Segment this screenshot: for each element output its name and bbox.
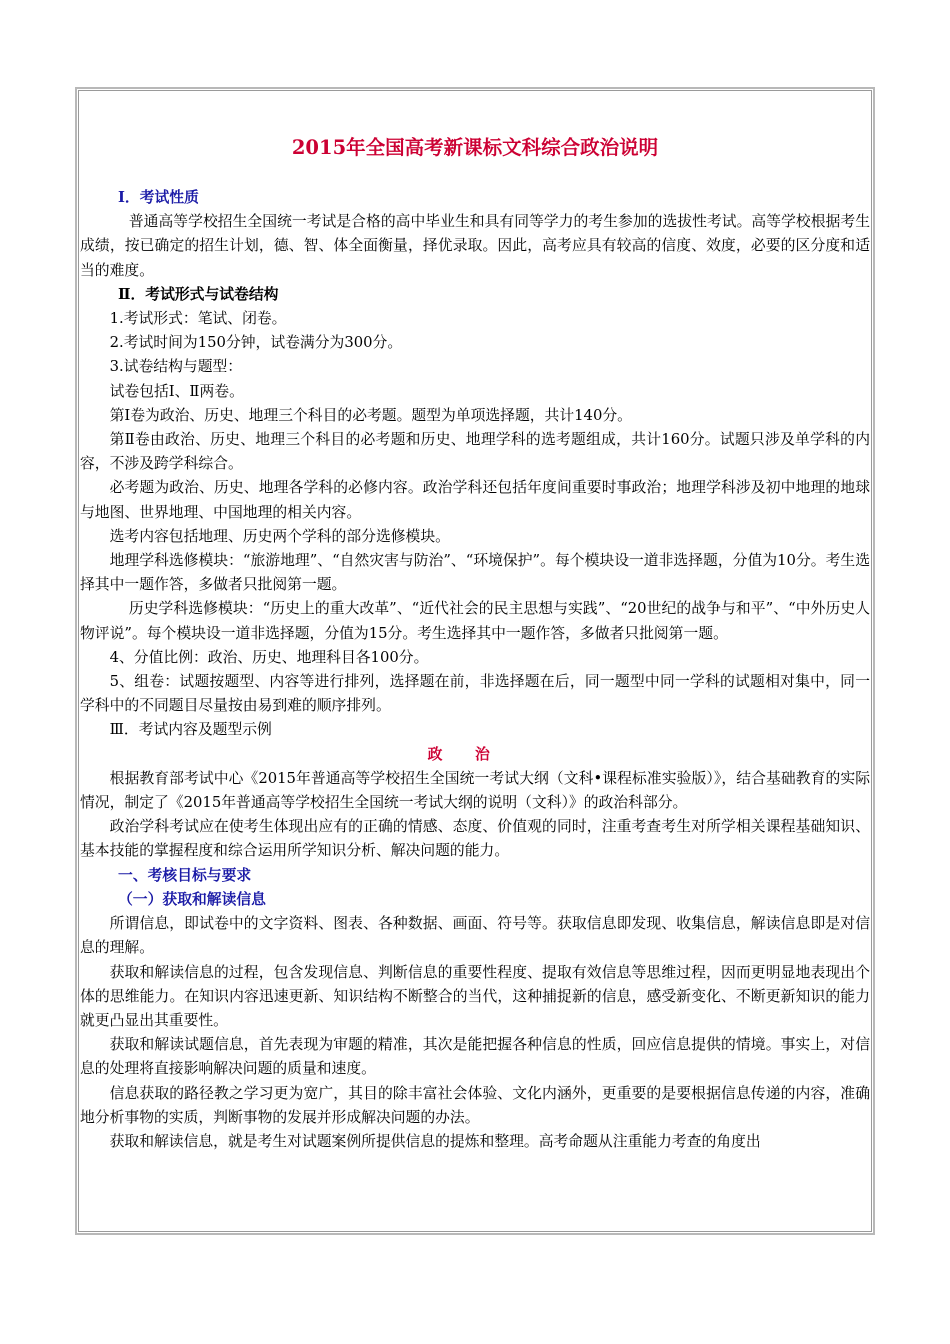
paragraph: 获取和解读试题信息，首先表现为审题的精准，其次是能把握各种信息的性质，回应信息提供的情境。事实上，对信息的处理将直接影响解决问题的质量和速度。 xyxy=(80,1036,870,1078)
paragraph: 3.试卷结构与题型： xyxy=(109,358,243,376)
paragraph: 第Ⅱ卷由政治、历史、地理三个科目的必考题和历史、地理学科的选考题组成，共计160分。试题只涉及单学科的内容，不涉及跨学科综合。 xyxy=(80,431,870,473)
paragraph: 第Ⅰ卷为政治、历史、地理三个科目的必考题。题型为单项选择题，共计140分。 xyxy=(109,406,632,424)
paragraph: 2.考试时间为150分钟，试卷满分为300分。 xyxy=(109,334,403,352)
paragraph: 必考题为政治、历史、地理各学科的必修内容。政治学科还包括年度间重要时事政治；地理学科涉及初中地理的地球与地图、世界地理、中国地理的相关内容。 xyxy=(80,479,870,521)
paragraph: 5、组卷：试题按题型、内容等进行排列，选择题在前，非选择题在后，同一题型中同一学科的试题相对集中，同一学科中的不同题目尽量按由易到难的顺序排列。 xyxy=(80,673,870,715)
paragraph: 普通高等学校招生全国统一考试是合格的高中毕业生和具有同等学力的考生参加的选拔性考试。高等学校根据考生成绩，按已确定的招生计划，德、智、体全面衡量，择优录取。因此，高考应具有较高的信度、效度，必要的区分度和适当的难度。 xyxy=(80,213,870,279)
paragraph: 地理学科选修模块：“旅游地理”、“自然灾害与防治”、“环境保护”。每个模块设一道非选择题，分值为10分。考生选择其中一题作答，多做者只批阅第一题。 xyxy=(80,552,870,594)
document-body xyxy=(80,136,870,1232)
subsection-heading: （一）获取和解读信息 xyxy=(118,890,266,908)
section-heading-2: Ⅱ．考试形式与试卷结构 xyxy=(118,285,279,303)
paragraph: 获取和解读信息的过程，包含发现信息、判断信息的重要性程度、提取有效信息等思维过程，因而更明显地表现出个体的思维能力。在知识内容迅速更新、知识结构不断整合的当代，这种捕捉新的信息，感受新变化、不断更新知识的能力就更凸显出其重要性。 xyxy=(80,963,870,1029)
paragraph: 1.考试形式：笔试、闭卷。 xyxy=(109,310,287,328)
page-title: 2015年全国高考新课标文科综合政治说明 xyxy=(291,136,659,159)
paragraph: 信息获取的路径教之学习更为宽广，其目的除丰富社会体验、文化内涵外，更重要的是要根据信息传递的内容，准确地分析事物的实质，判断事物的发展并形成解决问题的办法。 xyxy=(80,1084,870,1126)
paragraph: 根据教育部考试中心《2015年普通高等学校招生全国统一考试大纲（文科•课程标准实验版）》，结合基础教育的实际情况，制定了《2015年普通高等学校招生全国统一考试大纲的说明（文科）》的政治科部分。 xyxy=(80,769,870,812)
paragraph: 获取和解读信息，就是考生对试题案例所提供信息的提炼和整理。高考命题从注重能力考查的角度出 xyxy=(109,1132,761,1150)
paragraph: 试卷包括Ⅰ、Ⅱ两卷。 xyxy=(109,382,244,400)
paragraph: 政治学科考试应在使考生体现出应有的正确的情感、态度、价值观的同时，注重考查考生对所学相关课程基础知识、基本技能的掌握程度和综合运用所学知识分析、解决问题的能力。 xyxy=(80,818,870,860)
section-heading-1: Ⅰ．考试性质 xyxy=(118,189,199,206)
paragraph: 4、分值比例：政治、历史、地理科目各100分。 xyxy=(109,648,429,666)
subject-heading: 政治 xyxy=(427,745,523,763)
section-heading-4: 一、考核目标与要求 xyxy=(118,866,252,884)
paragraph: 选考内容包括地理、历史两个学科的部分选修模块。 xyxy=(109,527,450,545)
section-heading-3: Ⅲ．考试内容及题型示例 xyxy=(109,721,272,739)
paragraph: 所谓信息，即试卷中的文字资料、图表、各种数据、画面、符号等。获取信息即发现、收集信息，解读信息即是对信息的理解。 xyxy=(80,915,870,957)
paragraph: 历史学科选修模块：“历史上的重大改革”、“近代社会的民主思想与实践”、“20世纪的战争与和平”、“中外历史人物评说”。每个模块设一道非选择题，分值为15分。考生选择其中一题作答，多做者只批阅第一题。 xyxy=(80,600,870,642)
